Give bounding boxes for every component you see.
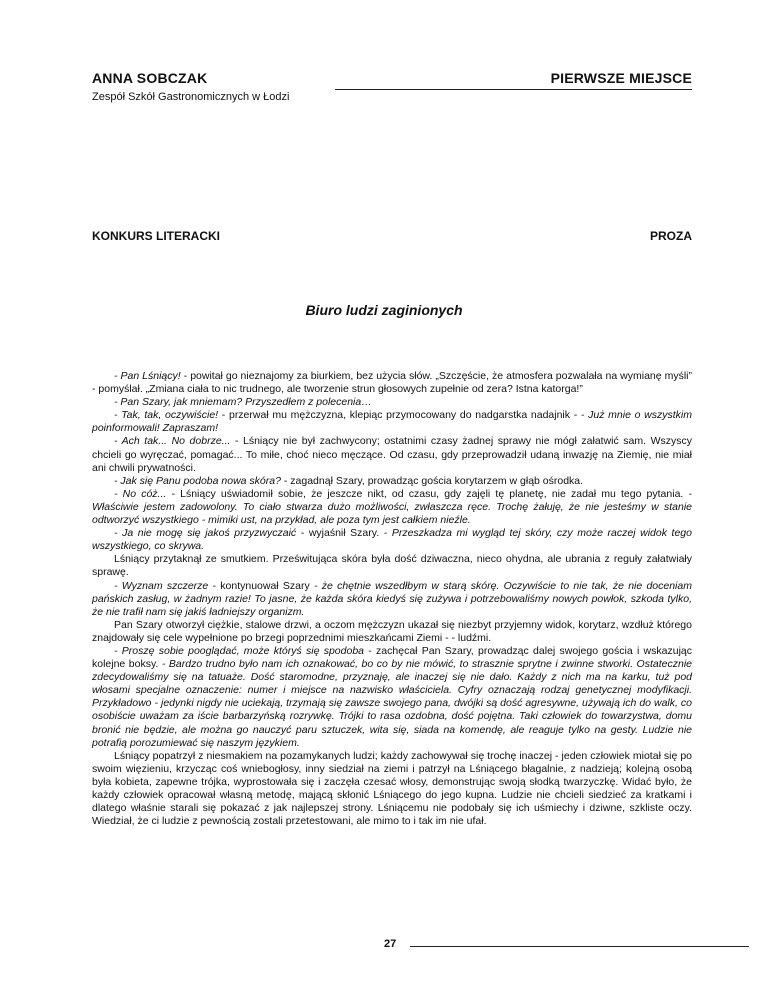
contest-label: KONKURS LITERACKI bbox=[92, 229, 220, 243]
dialogue-text: - Wyznam szczerze bbox=[114, 579, 209, 592]
narration-text: - Lśniący nie był zachwycony; ostatnimi czasy żadnej sprawy nie mógł załatwić sam. Wszyscy chcieli go wyręczać, pomagać... To miłe, choć nieco męczące. Od czasu, gdy przeprowadził udaną inwazję na Ziemię, nie miał ani chwili prywatności. bbox=[92, 435, 692, 474]
story-paragraph bbox=[92, 370, 692, 396]
page-number: 27 bbox=[384, 938, 397, 950]
narration-text: - Lśniący uświadomił sobie, że jeszcze nikt, od czasu, gdy zajęli tę planetę, nie zadał mu tego pytania. bbox=[166, 487, 689, 500]
story-paragraph bbox=[92, 396, 692, 409]
dialogue-text: - Ach tak... No dobrze... bbox=[114, 435, 231, 448]
dialogue-text: - Pan Lśniący! bbox=[114, 370, 181, 382]
narration-text: - wyjaśnił Szary. bbox=[296, 527, 384, 540]
story-paragraph bbox=[92, 475, 692, 488]
story-paragraph bbox=[92, 619, 692, 645]
dialogue-text: - Tak, tak, oczywiście! bbox=[114, 409, 219, 422]
story-paragraph bbox=[92, 435, 692, 474]
dialogue-text: - Jak się Panu podoba nowa skóra? bbox=[114, 474, 281, 487]
school-name: Zespół Szkół Gastronomicznych w Łodzi bbox=[92, 91, 290, 103]
dialogue-text: - Już mnie o wszystkim poinformowali! Zapraszam! bbox=[92, 409, 692, 435]
header-rule bbox=[335, 89, 692, 90]
narration-text: - przerwał mu mężczyzna, klepiąc przymocowany do nadgarstka nadajnik - bbox=[218, 409, 578, 422]
narration-text: - zachęcał Pan Szary, prowadząc dalej swojego gościa i wskazując kolejne boksy. bbox=[92, 644, 692, 671]
dialogue-text: - że chętnie wszedłbym w starą skórę. Oczywiście to nie tak, że nie doceniam pańskich zasług, w żadnym razie! To jasne, że każda skóra kiedyś się zużywa i potrzebowaliśmy nowych powłok, szkoda tylko, że nie trafił nam się jakiś ładniejszy organizm. bbox=[92, 579, 692, 618]
narration-text: Lśniący popatrzył z niesmakiem na pozamykanych ludzi; każdy zachowywał się trochę inaczej - jeden człowiek miotał się po swoim więzieniu, krzycząc coś wniebogłosy, inny siedział na ziemi i patrzył na Lśniącego błagalnie, z nadzieją; kolejną osobą była kobieta, zapewne trójka, wyprostowała się i zaczęła czesać włosy, demonstrując swoją słodką twarzyczkę. Widać było, że każdy człowiek opracował własną metodę, mającą skłonić Lśniącego do jego kupna. Ludzie nie chcieli siedzieć za kratkami i dlatego właśnie starali się pokazać z jak najlepszej strony. Lśniącemu nie podobały się ich uśmiechy i dziwne, szkliste oczy. Wiedział, że ci ludzie z pewnością zostali przetestowani, ale mimo to i tak im nie ufał. bbox=[92, 749, 692, 828]
story-title: Biuro ludzi zaginionych bbox=[305, 302, 463, 318]
narration-text: - powitał go nieznajomy za biurkiem, bez użycia słów. „Szczęście, że atmosfera pozwalała na wymianę myśli” - pomyślał. „Zmiana ciała to nic trudnego, ale tworzenie strun głosowych zupełnie od zera? Istna katorga!” bbox=[92, 370, 692, 396]
story-paragraph bbox=[92, 409, 692, 435]
award-place: PIERWSZE MIEJSCE bbox=[550, 70, 692, 86]
narration-text: - zagadnął Szary, prowadząc gościa korytarzem w głąb ośrodka. bbox=[280, 474, 584, 487]
genre-label: PROZA bbox=[650, 229, 692, 243]
dialogue-text: - Właściwie jestem zadowolony. To ciało stwarza dużo możliwości, zwłaszcza ręce. Trochę żałuję, że nie jesteśmy w stanie odtworzyć wszystkiego - mimiki ust, na przykład, ale poza tym jest całkiem nieźle. bbox=[92, 487, 692, 527]
dialogue-text: - Proszę sobie pooglądać, może któryś się spodoba bbox=[114, 644, 364, 657]
dialogue-text: - No cóż... bbox=[114, 487, 167, 500]
story-body bbox=[92, 370, 692, 828]
narration-text: - kontynuował Szary bbox=[208, 579, 314, 592]
author-name: ANNA SOBCZAK bbox=[92, 70, 208, 86]
story-paragraph bbox=[92, 488, 692, 527]
story-paragraph bbox=[92, 580, 692, 619]
dialogue-text: - Przeszkadza mi wygląd tej skóry, czy może raczej widok tego wszystkiego, co skrywa. bbox=[92, 527, 692, 553]
story-paragraph bbox=[92, 645, 692, 750]
dialogue-text: - Ja nie mogę się jakoś przyzwyczaić bbox=[114, 527, 297, 540]
narration-text: Pan Szary otworzył ciężkie, stalowe drzwi, a oczom mężczyzn ukazał się niezbyt przyjemny widok, korytarz, wzdłuż którego znajdowały się cele wypełnione po brzegi poprzednimi mieszkańcami Ziemi - - ludźmi. bbox=[92, 618, 692, 644]
footer-rule bbox=[410, 946, 749, 947]
story-paragraph bbox=[92, 553, 692, 579]
story-paragraph bbox=[92, 527, 692, 553]
narration-text: Lśniący przytaknął ze smutkiem. Prześwitująca skóra była dość dziwaczna, nieco ohydna, ale ubrania z reguły załatwiały sprawę. bbox=[92, 553, 692, 579]
dialogue-text: - Bardzo trudno było nam ich oznakować, bo co by nie mówić, to strasznie sprytne i zwinne stworki. Ostatecznie zdecydowaliśmy się na tatuaże. Dość staromodne, przyznaję, ale inaczej się nie dało. Każdy z nich ma na karku, tuż pod włosami specjalne oznaczenie: numer i miejsce na nazwisko właściciela. Cyfry oznaczają rodzaj genetycznej modyfikacji. Przykładowo - jedynki nigdy nie uciekają, trzymają się zawsze swojego pana, dwójki są dość agresywne, używają ich do walk, co osobiście uważam za iście barbarzyńską rozrywkę. Trójki to rasa ozdobna, dość pojętna. Taki człowiek do towarzystwa, domu bronić nie będzie, ale można go nauczyć paru sztuczek, wita się, siada na komendę, ale reaguje tylko na gesty. Ludzie nie potrafią porozumiewać się naszym językiem. bbox=[92, 658, 692, 749]
story-paragraph bbox=[92, 750, 692, 829]
dialogue-text: - Pan Szary, jak mniemam? Przyszedłem z polecenia… bbox=[114, 396, 372, 409]
